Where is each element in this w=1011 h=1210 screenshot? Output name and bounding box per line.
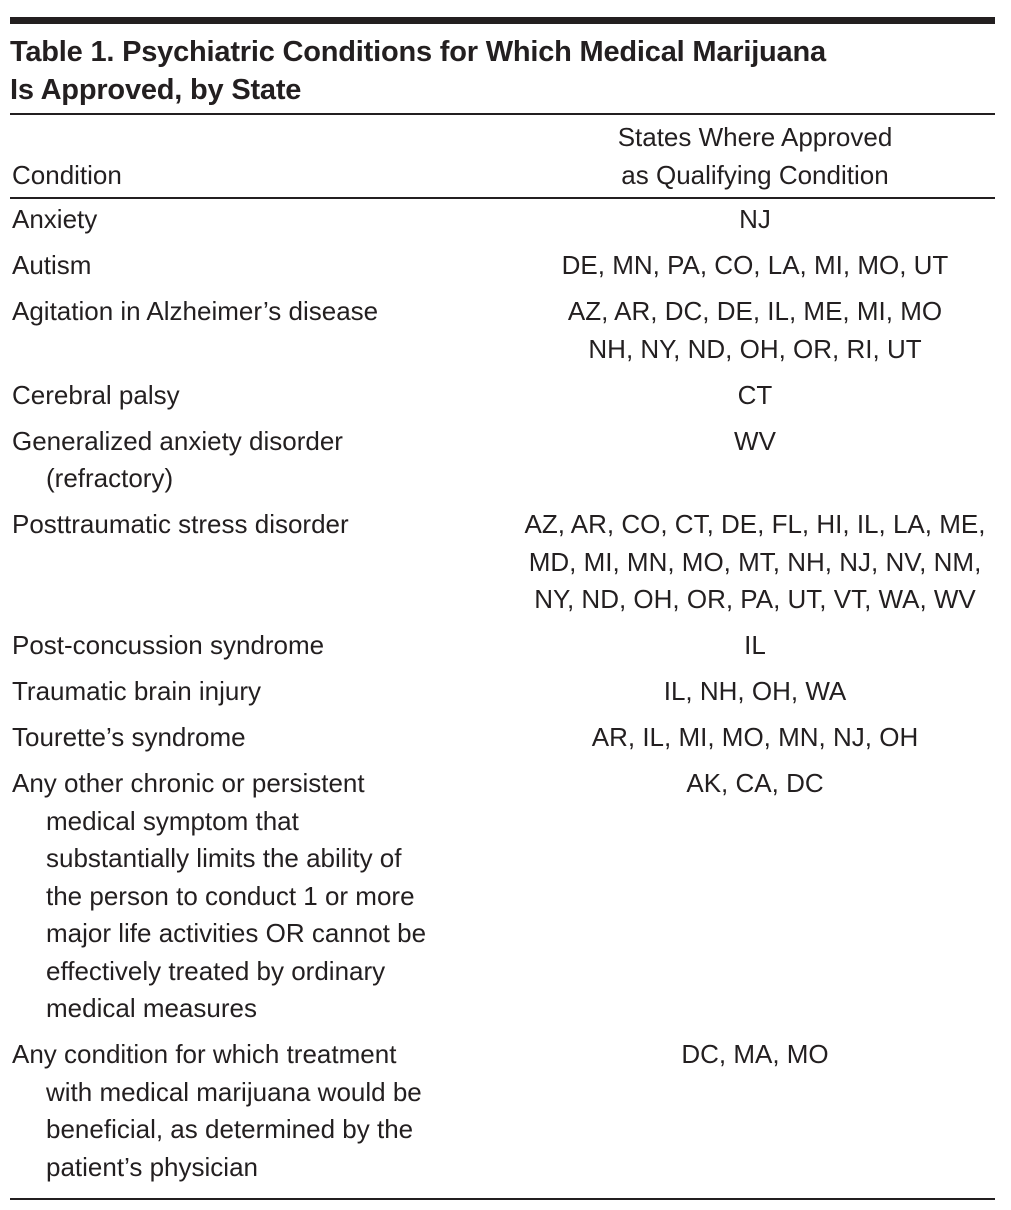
states-cell — [515, 423, 995, 498]
states-cell — [515, 247, 995, 285]
condition-text: Any other chronic or persistent — [12, 768, 365, 798]
condition-text: Traumatic brain injury — [12, 676, 262, 706]
table-title — [10, 33, 995, 109]
column-header-condition: Condition — [12, 160, 122, 190]
states-text: IL, NH, OH, WA — [663, 676, 847, 706]
table-row — [10, 626, 995, 672]
condition-text: Post-concussion syndrome — [12, 630, 325, 660]
condition-cell — [10, 377, 515, 415]
states-cell — [515, 673, 995, 711]
states-cell — [515, 293, 995, 368]
states-text: CT — [737, 379, 773, 410]
condition-cell — [10, 673, 515, 711]
condition-text: medical symptom that — [46, 805, 299, 836]
table-row — [10, 1035, 995, 1194]
table-row — [10, 672, 995, 718]
states-cell — [515, 1036, 995, 1186]
states-text: WV — [734, 425, 776, 456]
table-body — [10, 199, 995, 1194]
condition-text: Tourette’s syndrome — [12, 722, 246, 752]
table-row — [10, 422, 995, 506]
header-line: States Where Approved — [617, 122, 893, 152]
states-text: NY, ND, OH, OR, PA, UT, VT, WA, WV — [534, 584, 976, 614]
table-row — [10, 246, 995, 292]
column-header-states — [515, 118, 995, 194]
states-text: AZ, AR, DC, DE, IL, ME, MI, MO — [567, 296, 943, 326]
states-cell — [515, 506, 995, 619]
table-container — [10, 17, 995, 1200]
states-text: AR, IL, MI, MO, MN, NJ, OH — [591, 722, 919, 752]
condition-cell — [10, 1036, 515, 1186]
states-text: IL — [744, 630, 766, 660]
header-line: as Qualifying Condition — [621, 160, 889, 190]
condition-text: the person to conduct 1 or more — [46, 880, 415, 911]
states-text: MD, MI, MN, MO, MT, NH, NJ, NV, NM, — [528, 546, 982, 577]
condition-text: substantially limits the ability of — [46, 843, 402, 873]
states-cell — [515, 201, 995, 239]
states-cell — [515, 627, 995, 665]
states-cell — [515, 719, 995, 757]
table-row — [10, 764, 995, 1035]
condition-cell — [10, 719, 515, 757]
condition-text: medical measures — [46, 993, 257, 1023]
condition-cell — [10, 201, 515, 239]
title-line: Is Approved, by State — [10, 74, 302, 106]
table-row — [10, 505, 995, 626]
condition-text: beneficial, as determined by the — [46, 1114, 414, 1144]
table-header — [10, 115, 995, 197]
table-row — [10, 292, 995, 376]
states-text: AZ, AR, CO, CT, DE, FL, HI, IL, LA, ME, — [524, 509, 986, 539]
states-text: AK, CA, DC — [686, 768, 824, 798]
condition-cell — [10, 293, 515, 368]
states-text: DC, MA, MO — [681, 1039, 829, 1069]
bottom-rule — [10, 1198, 995, 1200]
condition-text: Generalized anxiety disorder — [12, 425, 343, 456]
condition-text: Anxiety — [12, 204, 98, 234]
condition-text: major life activities OR cannot be — [46, 918, 427, 948]
states-text: NH, NY, ND, OH, OR, RI, UT — [588, 333, 922, 364]
table-row — [10, 718, 995, 764]
condition-text: effectively treated by ordinary — [46, 955, 386, 986]
states-text: NJ — [739, 204, 771, 234]
title-line: Table 1. Psychiatric Conditions for Which Medical Marijuana — [10, 36, 826, 68]
condition-text: Autism — [12, 250, 92, 280]
condition-text: Agitation in Alzheimer’s disease — [12, 296, 379, 326]
table-row — [10, 200, 995, 246]
table-row — [10, 376, 995, 422]
states-cell — [515, 765, 995, 1028]
condition-text: (refractory) — [46, 463, 174, 493]
condition-cell — [10, 506, 515, 619]
condition-cell — [10, 423, 515, 498]
condition-text: Cerebral palsy — [12, 379, 180, 410]
condition-cell — [10, 765, 515, 1028]
condition-text: Posttraumatic stress disorder — [12, 509, 349, 539]
condition-cell — [10, 247, 515, 285]
condition-text: Any condition for which treatment — [12, 1039, 397, 1069]
condition-cell — [10, 627, 515, 665]
states-cell — [515, 377, 995, 415]
condition-text: with medical marijuana would be — [46, 1076, 422, 1107]
top-rule — [10, 17, 995, 24]
states-text: DE, MN, PA, CO, LA, MI, MO, UT — [561, 250, 949, 280]
condition-text: patient’s physician — [46, 1151, 258, 1182]
